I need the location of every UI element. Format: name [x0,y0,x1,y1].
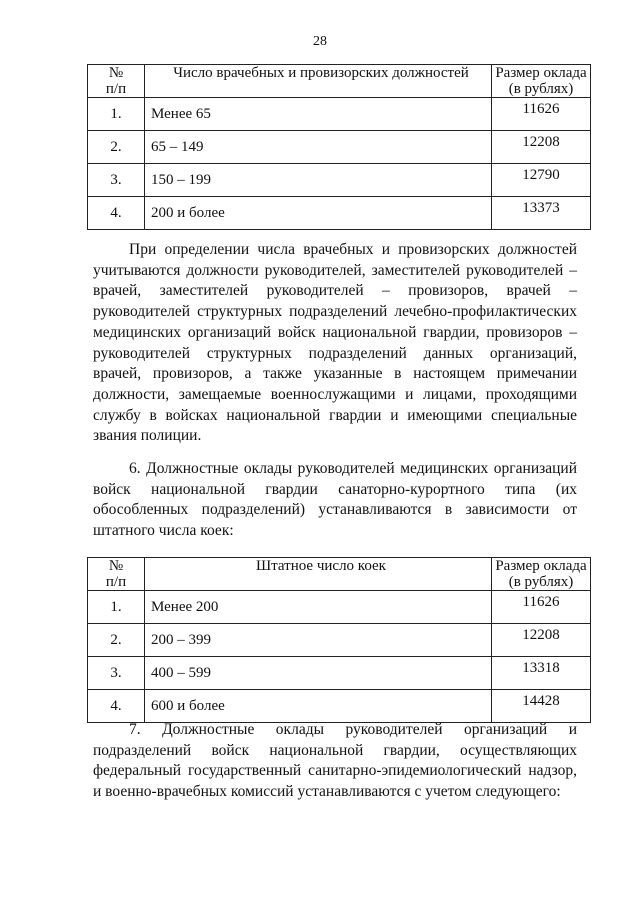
row-salary: 11626 [492,98,591,131]
row-salary: 12790 [492,164,591,197]
row-number: 2. [88,624,145,657]
paragraph-position-counting: При определении числа врачебных и провизорских должностей учитываются должности руководителей, заместителей руководителей – врачей, заместителей руководителей – провизоров, врачей – руководителей структурных подразделений лечебно-профилактических медицинских организаций войск национальной гвардии, провизоров – руководителей структурных подразделений данных организаций, врачей, провизоров, а также указанные в настоящем примечании должности, замещаемые военнослужащими и лицами, проходящими службу в войсках национальной гвардии и имеющими специальные звания полиции. [93,241,577,445]
header-number-line2: п/п [105,81,127,97]
paragraph-supervision-salaries: 7. Должностные оклады руководителей организаций и подразделений войск национальной гвардии, осуществляющих федеральный государственный санитарно-эпидемиологический надзор, и военно-врачебных комиссий устанавливаются с учетом следующего: [93,721,577,801]
row-description: Менее 200 [145,591,492,624]
row-salary: 12208 [492,131,591,164]
table-header-row [88,65,591,98]
header-number-line2: п/п [105,574,127,590]
row-salary: 13318 [492,657,591,690]
header-description: Штатное число коек [145,558,492,591]
table-row [88,197,591,230]
table-row [88,131,591,164]
row-number: 2. [88,131,145,164]
row-description: 65 – 149 [145,131,492,164]
header-salary-line1: Размер оклада [495,558,587,574]
header-number [88,65,145,98]
row-salary: 11626 [492,591,591,624]
row-number: 4. [88,197,145,230]
header-number [88,558,145,591]
row-description: Менее 65 [145,98,492,131]
header-description: Число врачебных и провизорских должностей [145,65,492,98]
paragraph-sanatorium-salaries: 6. Должностные оклады руководителей медицинских организаций войск национальной гвардии санаторно-курортного типа (их обособленных подразделений) устанавливаются в зависимости от штатного числа коек: [93,460,577,540]
row-number: 3. [88,657,145,690]
page-number: 28 [313,34,327,49]
row-description: 150 – 199 [145,164,492,197]
table-row [88,657,591,690]
row-number: 3. [88,164,145,197]
table-header-row [88,558,591,591]
table-row [88,591,591,624]
row-description: 200 и более [145,197,492,230]
header-salary [492,558,591,591]
table-row [88,624,591,657]
table-row [88,98,591,131]
salary-table-beds [87,557,591,723]
table-row [88,690,591,723]
row-salary: 14428 [492,690,591,723]
row-description: 200 – 399 [145,624,492,657]
header-salary [492,65,591,98]
header-salary-line2: (в рублях) [508,81,574,97]
header-number-line1: № [108,65,124,81]
table-row [88,164,591,197]
header-salary-line1: Размер оклада [495,65,587,81]
row-salary: 12208 [492,624,591,657]
row-number: 1. [88,98,145,131]
row-number: 4. [88,690,145,723]
header-number-line1: № [108,558,124,574]
row-description: 400 – 599 [145,657,492,690]
salary-table-positions [87,64,591,230]
row-number: 1. [88,591,145,624]
row-salary: 13373 [492,197,591,230]
row-description: 600 и более [145,690,492,723]
header-salary-line2: (в рублях) [508,574,574,590]
